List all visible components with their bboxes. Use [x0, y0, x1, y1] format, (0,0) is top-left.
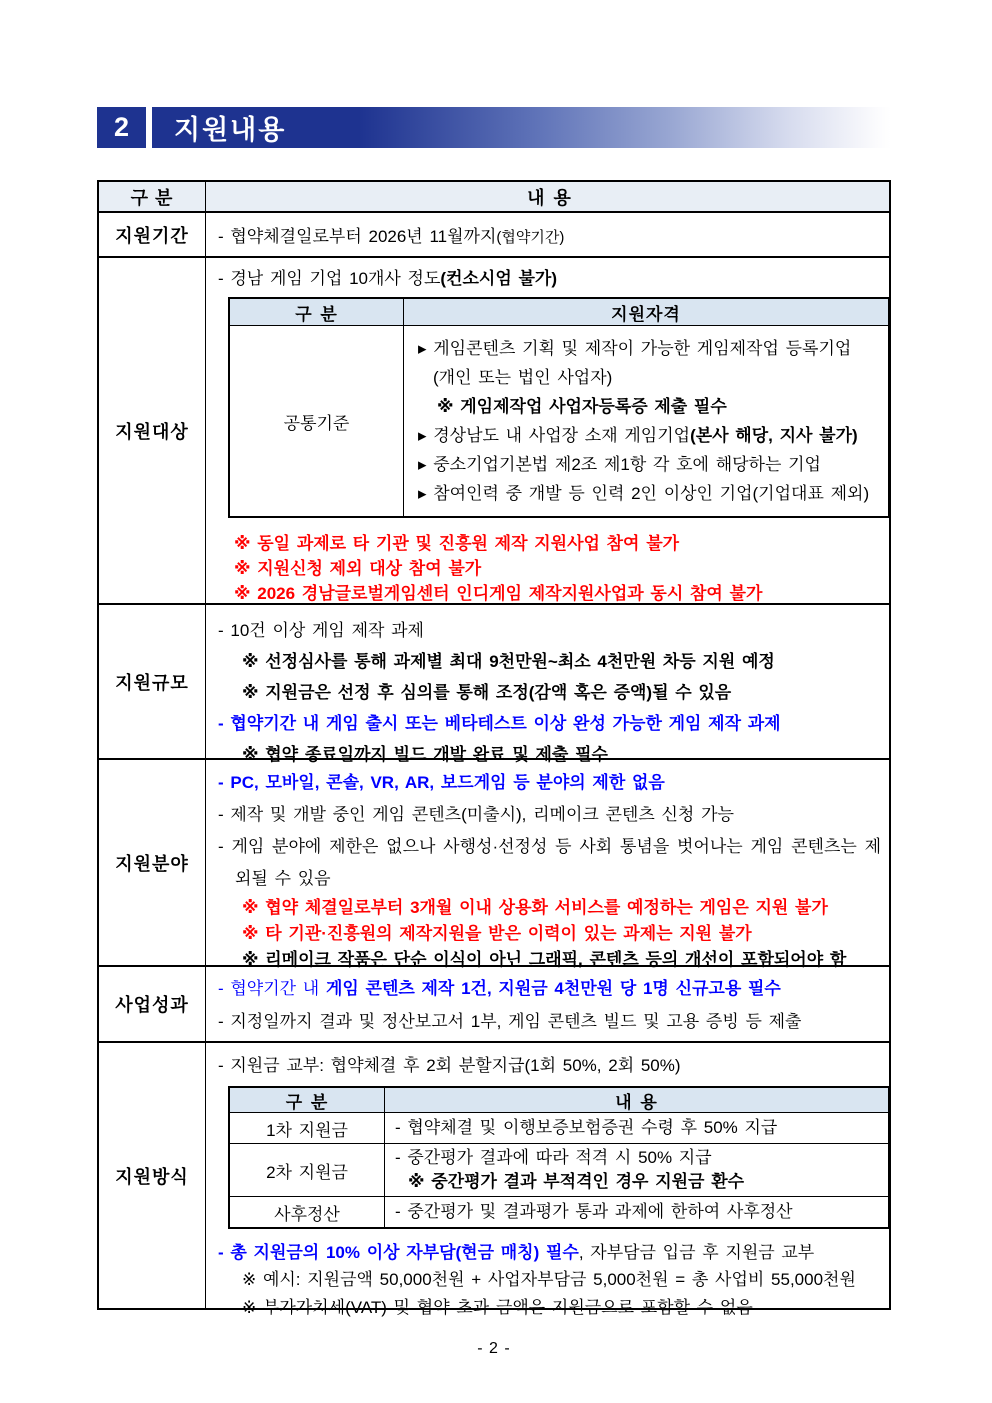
payment-row-2 — [230, 1143, 888, 1196]
row-label-field: 지원분야 — [99, 760, 206, 965]
target-intro-line: - 경남 게임 기업 10개사 정도(컨소시엄 불가) — [218, 269, 557, 288]
payment-row-2-line-2: ※ 중간평가 결과 부적격인 경우 지원금 환수 — [408, 1172, 745, 1191]
target-intro-bold: (컨소시엄 불가) — [440, 269, 557, 288]
header-col-gubun: 구 분 — [99, 182, 206, 211]
criteria-item-1-note: ※ 게임제작업 사업자등록증 제출 필수 — [437, 397, 727, 416]
restriction-note-2: ※ 지원신청 제외 대상 참여 불가 — [234, 559, 482, 578]
criteria-item-4: ▸ 참여인력 중 개발 등 인력 2인 이상인 기업(기업대표 제외) — [418, 484, 870, 503]
method-note-2: ※ 부가가치세(VAT) 및 협약 초과 금액은 지원금으로 포함할 수 없음 — [242, 1298, 753, 1317]
period-text: - 협약체결일로부터 2026년 11월까지(협약기간) — [218, 227, 565, 246]
criteria-item-1-cont: (개인 또는 법인 사업자) — [433, 368, 613, 387]
eligibility-col-qualification: 지원자격 — [611, 304, 681, 324]
criteria-item-2: ▸ 경상남도 내 사업장 소재 게임기업(본사 해당, 지사 불가) — [418, 426, 858, 445]
row-label-method: 지원방식 — [99, 1043, 206, 1308]
field-note-1: ※ 협약 체결일로부터 3개월 이내 상용화 서비스를 예정하는 게임은 지원 불가 — [242, 898, 828, 917]
method-line-2 — [218, 1240, 890, 1266]
payment-row-3-content — [385, 1197, 888, 1227]
payment-row-3-label: 사후정산 — [230, 1197, 385, 1227]
method-line-2-bold: - 총 지원금의 10% 이상 자부담(현금 매칭) 필수 — [218, 1243, 579, 1262]
row-label-target: 지원대상 — [99, 258, 206, 603]
outcome-line-1-bold: 게임 콘텐츠 제작 1건, 지원금 4천만원 당 1명 신규고용 필수 — [325, 979, 781, 998]
restriction-note-1: ※ 동일 과제로 타 기관 및 진흥원 제작 지원사업 참여 불가 — [234, 534, 680, 553]
row-support-method — [99, 1041, 889, 1317]
payment-row-1-content — [385, 1113, 888, 1143]
scale-note-3: ※ 협약 종료일까지 빌드 개발 완료 및 제출 필수 — [242, 745, 608, 764]
payment-row-1 — [230, 1112, 888, 1143]
eligibility-criteria-list — [404, 326, 888, 516]
payment-row-2-label: 2차 지원금 — [230, 1144, 385, 1196]
section-title: 지원내용 — [174, 115, 287, 145]
outcome-line-2: - 지정일까지 결과 및 정산보고서 1부, 게임 콘텐츠 빌드 및 고용 증빙 등 제출 — [218, 1012, 802, 1031]
payment-row-3-line: - 중간평가 및 결과평가 통과 과제에 한하여 사후정산 — [395, 1202, 793, 1221]
eligibility-col-gubun: 구 분 — [230, 299, 404, 325]
period-text-suffix: (협약기간) — [496, 229, 565, 246]
payment-row-1-line: - 협약체결 및 이행보증보험증권 수령 후 50% 지급 — [395, 1118, 778, 1137]
cell-target — [206, 258, 898, 603]
criteria-item-2-bold: (본사 해당, 지사 불가) — [690, 426, 858, 445]
payment-row-3 — [230, 1196, 888, 1227]
row-business-outcome — [99, 965, 889, 1041]
row-label-outcome: 사업성과 — [99, 967, 206, 1041]
table-header-row — [99, 182, 889, 211]
eligibility-body-row — [230, 325, 888, 516]
method-line-1: - 지원금 교부: 협약체결 후 2회 분할지급(1회 50%, 2회 50%) — [218, 1056, 681, 1075]
row-support-field — [99, 758, 889, 969]
page-content — [97, 0, 891, 1358]
eligibility-row-label: 공통기준 — [230, 326, 404, 516]
target-restriction-notes — [234, 531, 890, 606]
outcome-line-1-pre: - 협약기간 내 — [218, 979, 326, 998]
payment-col-gubun: 구 분 — [230, 1088, 385, 1112]
payment-col-naeyong: 내 용 — [615, 1092, 658, 1112]
row-label-period: 지원기간 — [99, 213, 206, 256]
field-line-3: - 게임 분야에 제한은 없으나 사행성·선정성 등 사회 통념을 벗어나는 게임 콘텐츠는 제외될 수 있음 — [218, 837, 881, 888]
field-note-2: ※ 타 기관·진흥원의 제작지원을 받은 이력이 있는 과제는 지원 불가 — [242, 924, 752, 943]
row-label-scale: 지원규모 — [99, 605, 206, 758]
cell-scale — [206, 605, 889, 764]
header-col-naeyong: 내 용 — [527, 187, 572, 208]
field-line-1: - PC, 모바일, 콘솔, VR, AR, 보드게임 등 분야의 제한 없음 — [218, 773, 665, 792]
scale-line-1: - 10건 이상 게임 제작 과제 — [218, 621, 424, 640]
method-note-1: ※ 예시: 지원금액 50,000천원 + 사업자부담금 5,000천원 = 총 사업비 55,000천원 — [242, 1270, 856, 1289]
payment-row-1-label: 1차 지원금 — [230, 1113, 385, 1143]
cell-outcome — [206, 967, 889, 1041]
eligibility-table — [228, 297, 890, 518]
scale-note-2: ※ 지원금은 선정 후 심의를 통해 조정(감액 혹은 증액)될 수 있음 — [242, 683, 732, 702]
field-note-3: ※ 리메이크 작품은 단순 이식이 아닌 그래픽, 콘텐츠 등의 개선이 포함되어야 함 — [242, 950, 847, 969]
cell-period — [206, 213, 889, 256]
field-line-2: - 제작 및 개발 중인 게임 콘텐츠(미출시), 리메이크 콘텐츠 신청 가능 — [218, 805, 734, 824]
payment-row-2-line-1: - 중간평가 결과에 따라 적격 시 50% 지급 — [395, 1148, 712, 1167]
content-table — [97, 180, 891, 1317]
scale-note-1: ※ 선정심사를 통해 과제별 최대 9천만원~최소 4천만원 차등 지원 예정 — [242, 652, 775, 671]
criteria-item-3: ▸ 중소기업기본법 제2조 제1항 각 호에 해당하는 기업 — [418, 455, 821, 474]
eligibility-header-row — [230, 299, 888, 325]
row-support-scale — [99, 603, 889, 764]
restriction-note-3: ※ 2026 경남글로벌게임센터 인디게임 제작지원사업과 동시 참여 불가 — [234, 584, 763, 603]
outcome-line-1 — [218, 972, 881, 1005]
section-header — [97, 0, 891, 148]
payment-header-row — [230, 1088, 888, 1112]
payment-row-2-content — [385, 1144, 888, 1196]
method-line-2-rest: , 자부담금 입금 후 지원금 교부 — [578, 1243, 815, 1262]
page-number: - 2 - — [477, 1340, 511, 1357]
cell-field — [206, 760, 889, 969]
criteria-item-1: ▸ 게임콘텐츠 기획 및 제작이 가능한 게임제작업 등록기업 — [418, 339, 852, 358]
row-support-target — [99, 256, 889, 603]
cell-method — [206, 1043, 898, 1317]
payment-table — [228, 1086, 890, 1229]
row-support-period — [99, 211, 889, 256]
section-title-banner — [152, 107, 891, 148]
scale-line-2: - 협약기간 내 게임 출시 또는 베타테스트 이상 완성 가능한 게임 제작 과제 — [218, 714, 781, 733]
section-number-badge: 2 — [97, 107, 146, 148]
